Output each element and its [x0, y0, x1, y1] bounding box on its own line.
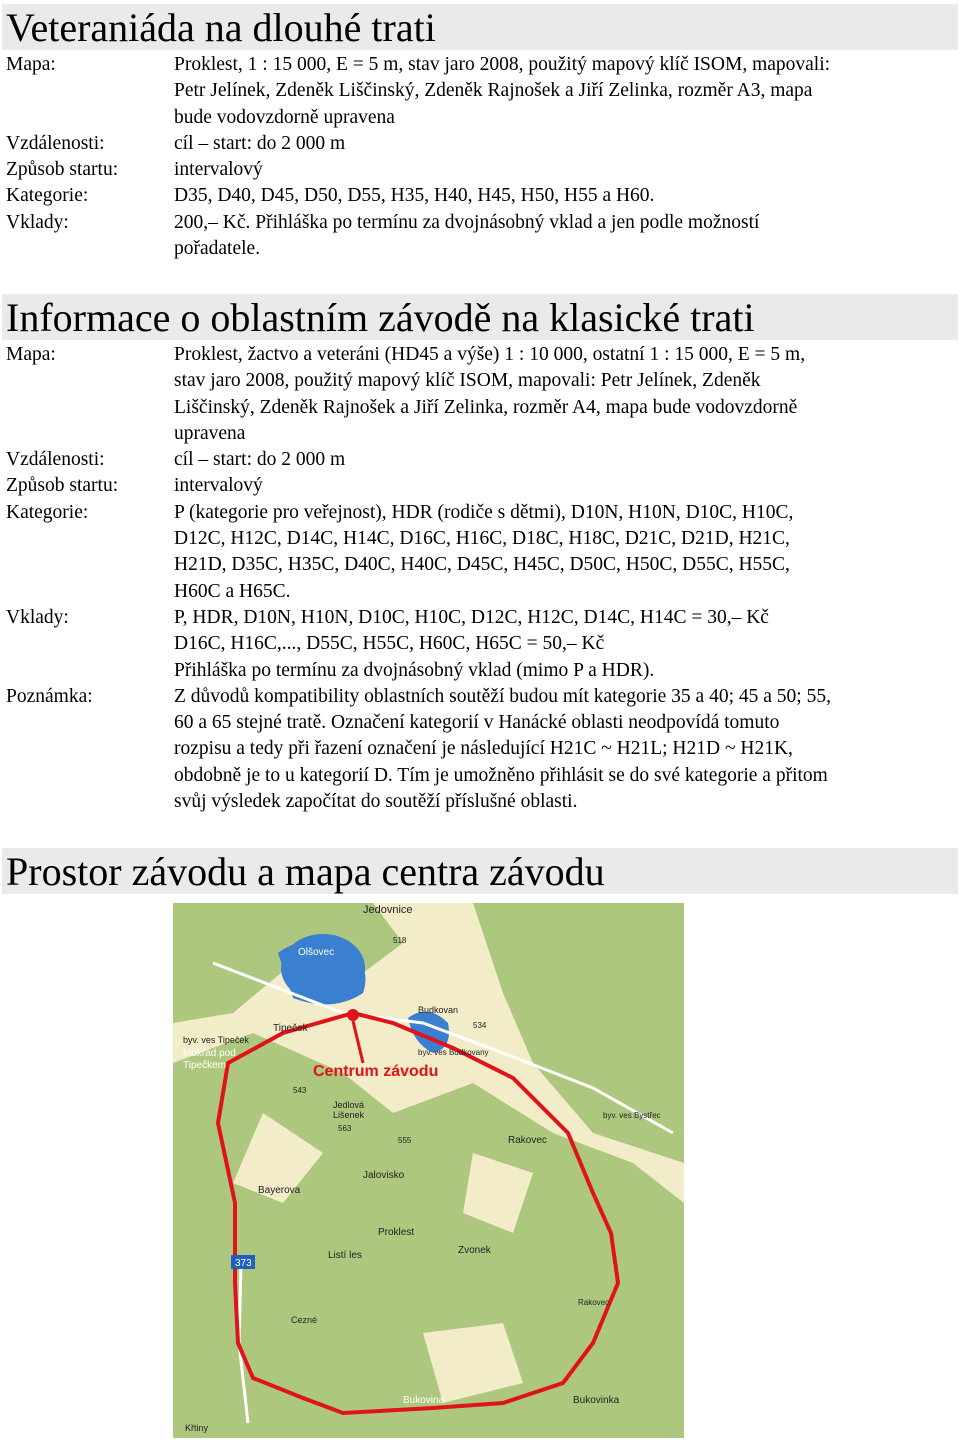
place-label: Listí les [328, 1250, 362, 1261]
info-value [174, 157, 956, 183]
info-value-line: bude vodovzdorně upravena [174, 106, 395, 128]
place-label: Olšovec [298, 947, 335, 958]
info-value-line: upravena [174, 422, 246, 444]
info-value-line: Proklest, žactvo a veteráni (HD45 a výše) 1 : 10 000, ostatní 1 : 15 000, E = 5 m, [174, 344, 806, 365]
info-value-line: Petr Jelínek, Zdeněk Liščinský, Zdeněk Rajnošek a Jiří Zelinka, rozměr A3, mapa [174, 80, 813, 102]
place-label: Mokřad pod [183, 1048, 236, 1059]
place-label: byv. ves Budkovany [418, 1048, 489, 1057]
area-map [173, 903, 684, 1438]
info-value-line: H21D, D35C, H35C, D40C, H40C, D45C, H45C, D50C, H50C, D55C, H55C, [174, 554, 790, 576]
place-label: Bayerova [258, 1185, 301, 1196]
place-label: Rakovec [508, 1135, 547, 1146]
info-value-line: stav jaro 2008, použitý mapový klíč ISOM, mapovali: Petr Jelínek, Zdeněk [174, 370, 761, 392]
info-value [174, 447, 956, 473]
info-label: Mapa: [6, 54, 56, 75]
info-label: Poznámka: [6, 685, 93, 707]
info-value-line: Liščinský, Zdeněk Rajnošek a Jiří Zelinka, rozměr A4, mapa bude vodovzdorně [174, 396, 798, 418]
info-value [174, 131, 956, 157]
info-value-line: H60C a H65C. [174, 580, 291, 602]
info-value-line: Přihláška po termínu za dvojnásobný vklad (mimo P a HDR). [174, 659, 655, 681]
height-label: 543 [293, 1086, 307, 1095]
info-label: Vzdálenosti: [6, 132, 105, 154]
info-label: Způsob startu: [6, 159, 119, 181]
info-label: Kategorie: [6, 501, 89, 523]
info-label: Způsob startu: [6, 475, 119, 497]
info-value [174, 183, 956, 209]
info-row [6, 684, 956, 815]
info-value-line: rozpisu a tedy při řazení označení je následující H21C ~ H21L; H21D ~ H21K, [174, 738, 793, 760]
info-value-line: Z důvodů kompatibility oblastních soutěží budou mít kategorie 35 a 40; 45 a 50; 55, [174, 685, 831, 707]
place-label: Jalovisko [363, 1170, 405, 1181]
info-row [6, 131, 956, 157]
section-title-veteraniada: Veteraniáda na dlouhé trati [2, 4, 958, 50]
info-label: Mapa: [6, 344, 56, 365]
info-value-line: intervalový [174, 159, 263, 181]
height-label: 534 [473, 1021, 487, 1030]
place-label: Proklest [378, 1227, 415, 1238]
section-title-oblastni-zavod: Informace o oblastním závodě na klasické trati [2, 294, 958, 340]
info-label: Vklady: [6, 211, 69, 233]
place-label: Zvonek [458, 1245, 491, 1256]
section-veteraniada [6, 52, 956, 262]
info-value [174, 52, 956, 131]
info-row [6, 342, 956, 447]
info-value [174, 210, 956, 263]
info-value [174, 473, 956, 499]
info-value-line: pořadatele. [174, 238, 261, 260]
place-label: Křtiny [185, 1423, 209, 1433]
info-value [174, 500, 956, 605]
height-label: 518 [393, 936, 407, 945]
place-label: Tipeček [273, 1023, 308, 1034]
info-value [174, 684, 956, 815]
info-row [6, 52, 956, 131]
info-row [6, 447, 956, 473]
info-row [6, 605, 956, 684]
info-label: Kategorie: [6, 185, 89, 207]
section-oblastni-zavod [6, 342, 956, 815]
info-row [6, 210, 956, 263]
info-value-line: P, HDR, D10N, H10N, D10C, H10C, D12C, H12C, D14C, H14C = 30,– Kč [174, 606, 769, 628]
info-value [174, 342, 956, 447]
info-value-line: D16C, H16C,..., D55C, H55C, H60C, H65C = 50,– Kč [174, 633, 605, 655]
place-label: Lišenek [333, 1110, 365, 1120]
place-label: Bukovinka [573, 1395, 620, 1406]
info-row [6, 473, 956, 499]
place-label: byv. ves Tipeček [183, 1035, 249, 1045]
info-value [174, 605, 956, 684]
info-row [6, 500, 956, 605]
centre-label: Centrum závodu [313, 1063, 439, 1080]
info-row [6, 183, 956, 209]
height-label: 563 [338, 1124, 352, 1133]
info-row [6, 157, 956, 183]
info-value-line: 200,– Kč. Přihláška po termínu za dvojnásobný vklad a jen podle možností [174, 211, 760, 233]
place-label: Tipečkem [183, 1060, 226, 1071]
info-value-line: Proklest, 1 : 15 000, E = 5 m, stav jaro 2008, použitý mapový klíč ISOM, mapovali: [174, 54, 831, 75]
info-label: Vzdálenosti: [6, 449, 105, 471]
info-value-line: P (kategorie pro veřejnost), HDR (rodiče s dětmi), D10N, H10N, D10C, H10C, [174, 501, 794, 523]
info-value-line: intervalový [174, 475, 263, 497]
place-label: Rakovec [578, 1298, 610, 1307]
road-number: 373 [235, 1258, 252, 1269]
info-value-line: cíl – start: do 2 000 m [174, 449, 346, 471]
info-label: Vklady: [6, 606, 69, 628]
place-label: Jedlová [333, 1100, 365, 1110]
place-label: Bukovina [403, 1395, 445, 1406]
place-label: Jedovnice [363, 904, 413, 916]
info-value-line: obdobně je to u kategorií D. Tím je umožněno přihlásit se do své kategorie a přitom [174, 764, 828, 786]
place-label: byv. ves Bystřec [603, 1111, 661, 1120]
info-value-line: D35, D40, D45, D50, D55, H35, H40, H45, H50, H55 a H60. [174, 185, 655, 207]
place-label: Budkovan [418, 1005, 459, 1015]
info-value-line: cíl – start: do 2 000 m [174, 132, 346, 154]
place-label: Cezné [291, 1315, 318, 1325]
centre-marker [347, 1009, 359, 1021]
info-value-line: 60 a 65 stejné tratě. Označení kategorií v Hanácké oblasti neodpovídá tomuto [174, 712, 780, 734]
height-label: 555 [398, 1136, 412, 1145]
info-value-line: svůj výsledek započítat do soutěží příslušné oblasti. [174, 791, 578, 813]
info-value-line: D12C, H12C, D14C, H14C, D16C, H16C, D18C, H18C, D21C, D21D, H21C, [174, 528, 790, 550]
section-title-prostor-zavodu: Prostor závodu a mapa centra závodu [2, 848, 958, 894]
